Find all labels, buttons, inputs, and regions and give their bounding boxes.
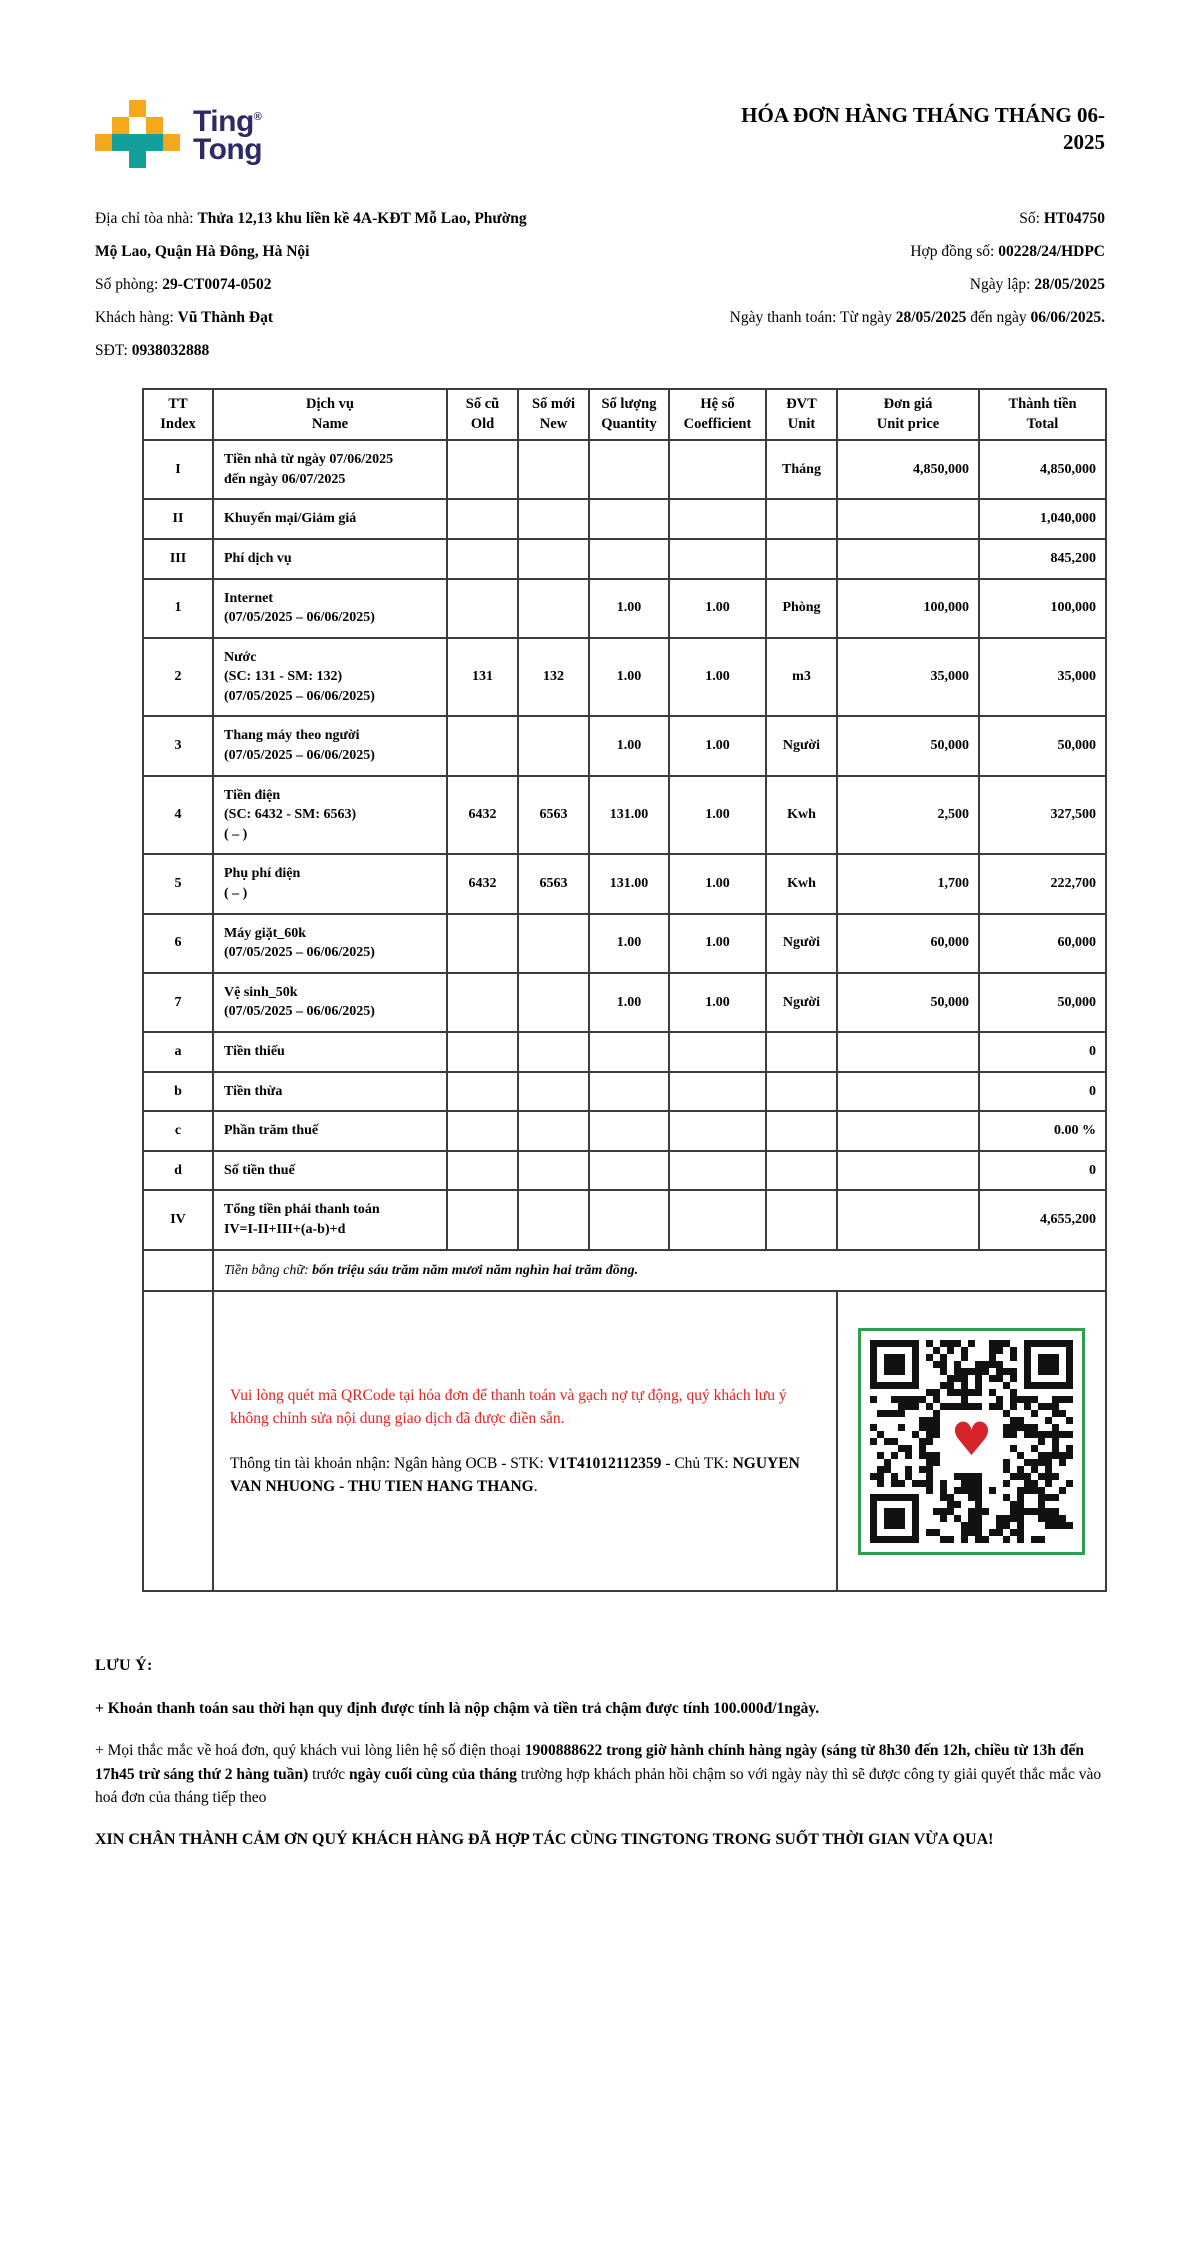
column-header-vi: Dịch vụ [306,396,354,412]
cell-unit-price [837,539,979,579]
cell-name [213,1111,447,1151]
cell-quantity: 131.00 [589,854,669,913]
cell-coefficient [669,499,766,539]
table-head [143,389,1106,440]
brand-wordmark [193,105,263,167]
cell-unit-price [837,1190,979,1249]
name-line: Thang máy theo người [224,728,360,744]
info-line-right [910,243,1105,261]
cell-total: 0.00 % [979,1111,1106,1151]
cell-total: 0 [979,1032,1106,1072]
cell-coefficient: 1.00 [669,914,766,973]
cell-old [447,1072,518,1112]
column-header-en: Total [1026,415,1059,432]
cell-old [447,1111,518,1151]
cell-total: 0 [979,1151,1106,1191]
cell-unit [766,1151,837,1191]
cell-unit-price: 50,000 [837,716,979,775]
cell-index [143,1291,213,1591]
name-line: đến ngày 06/07/2025 [224,471,346,487]
name-line: Internet [224,590,273,606]
notes-section [95,1654,1105,1852]
name-line: (07/05/2025 – 06/06/2025) [224,688,375,704]
cell-old: 131 [447,638,518,717]
column-header-en: Index [160,415,196,432]
column-header [518,389,589,440]
amount-in-words-cell [213,1250,1106,1292]
cell-coefficient [669,440,766,499]
cell-quantity [589,1190,669,1249]
cell-quantity: 1.00 [589,716,669,775]
cell-new [518,716,589,775]
cell-total: 50,000 [979,973,1106,1032]
amount-in-words-row [143,1250,1106,1292]
cell-unit-price: 2,500 [837,776,979,855]
cell-coefficient: 1.00 [669,579,766,638]
name-line: Tiền nhà từ ngày 07/06/2025 [224,452,394,468]
text-part: ngày cuối cùng của tháng [348,1765,517,1783]
cell-unit: Phòng [766,579,837,638]
table-row [143,776,1106,855]
info-line-right [1019,210,1105,228]
cell-coefficient: 1.00 [669,854,766,913]
cell-unit-price [837,1032,979,1072]
name-line: ( – ) [224,826,248,842]
name-line: IV=I-II+III+(a-b)+d [224,1221,346,1237]
cell-old [447,440,518,499]
logo-square [129,100,146,117]
text-part: + Mọi thắc mắc về hoá đơn, quý khách vui lòng liên hệ số điện thoại [95,1742,525,1760]
cell-total: 845,200 [979,539,1106,579]
cell-quantity: 1.00 [589,579,669,638]
payment-instructions-cell [213,1291,837,1591]
text-part: 0938032888 [131,342,210,359]
cell-name [213,1072,447,1112]
cell-unit: Kwh [766,854,837,913]
cell-unit-price: 100,000 [837,579,979,638]
vietqr-heart-icon: ♥ [950,1412,993,1467]
name-line: Phụ phí điện [224,866,301,882]
column-header [213,389,447,440]
column-header [766,389,837,440]
cell-quantity: 1.00 [589,638,669,717]
cell-total: 327,500 [979,776,1106,855]
tingtong-logo [95,100,262,170]
cell-total: 100,000 [979,579,1106,638]
qr-code-cell [837,1291,1106,1591]
cell-index: 3 [143,716,213,775]
cell-unit: Người [766,973,837,1032]
cell-new: 6563 [518,776,589,855]
logo-square [112,117,129,134]
info-line-left [95,309,273,327]
logo-square [163,134,180,151]
cell-unit: m3 [766,638,837,717]
cell-total: 35,000 [979,638,1106,717]
logo-stem [129,151,146,168]
invoice-title: HÓA ĐƠN HÀNG THÁNG THÁNG 06-2025 [741,103,1105,155]
cell-old [447,1190,518,1249]
cell-new [518,914,589,973]
column-header-en: Unit price [876,415,940,432]
column-header-vi: Hệ số [700,396,735,412]
column-header-vi: Số cũ [465,396,500,412]
cell-index: IV [143,1190,213,1249]
text-part: V1T41012112359 [547,1455,662,1473]
name-line: (07/05/2025 – 06/06/2025) [224,1004,375,1020]
cell-coefficient: 1.00 [669,638,766,717]
cell-unit-price: 4,850,000 [837,440,979,499]
cell-quantity: 1.00 [589,973,669,1032]
cell-quantity [589,1032,669,1072]
cell-unit-price [837,1072,979,1112]
info-line-left [95,243,309,261]
cell-new [518,440,589,499]
cell-coefficient [669,1111,766,1151]
info-line-right [730,309,1105,327]
column-header [979,389,1106,440]
cell-old [447,579,518,638]
name-line: Tiền thiếu [224,1044,285,1059]
info-line-left [95,276,272,294]
name-line: Tổng tiền phải thanh toán [224,1202,380,1218]
amount-words-label: Tiền bằng chữ: [224,1262,313,1278]
cell-unit-price: 50,000 [837,973,979,1032]
payment-row [143,1291,1106,1591]
cell-name [213,1032,447,1072]
cell-old [447,1032,518,1072]
cell-coefficient [669,539,766,579]
column-header-vi: Đơn giá [883,396,933,412]
services-table [142,388,1107,1592]
cell-unit-price [837,499,979,539]
name-line: Nước [224,649,257,665]
cell-total: 222,700 [979,854,1106,913]
cell-index: 6 [143,914,213,973]
table-row [143,716,1106,775]
cell-unit: Kwh [766,776,837,855]
cell-name [213,716,447,775]
info-row [95,276,1105,309]
table-row [143,499,1106,539]
cell-index: 7 [143,973,213,1032]
column-header-en: Coefficient [683,415,752,432]
cell-index: 5 [143,854,213,913]
column-header [837,389,979,440]
text-part: 28/05/2025 [895,309,967,326]
name-line: Máy giặt_60k [224,925,307,941]
note-contact [95,1739,1105,1809]
cell-quantity [589,440,669,499]
cell-unit [766,1190,837,1249]
cell-name [213,499,447,539]
cell-coefficient [669,1072,766,1112]
table-row [143,973,1106,1032]
cell-index: I [143,440,213,499]
text-part: Địa chỉ tòa nhà: [95,210,198,227]
name-line: Số tiền thuế [224,1162,295,1178]
cell-index [143,1250,213,1292]
cell-quantity [589,1151,669,1191]
cell-unit-price: 35,000 [837,638,979,717]
cell-name [213,579,447,638]
column-header [447,389,518,440]
name-line: Phần trăm thuế [224,1123,319,1139]
text-part: Số phòng: [95,276,163,293]
name-line: (SC: 131 - SM: 132) [224,669,343,685]
info-row [95,210,1105,243]
cell-new [518,1111,589,1151]
text-part: HT04750 [1043,210,1105,227]
registered-mark: ® [253,111,262,123]
cell-unit-price [837,1111,979,1151]
table-row [143,440,1106,499]
info-row [95,309,1105,342]
cell-index: II [143,499,213,539]
cell-old: 6432 [447,854,518,913]
cell-name [213,914,447,973]
text-part: 1900888622 trong giờ hành chính hàng ngày (sáng từ 8h30 đến 12h, chiều từ 13h đến 17h45 trừ sáng thứ 2 hàng tuần) [95,1742,1084,1783]
cell-name [213,440,447,499]
table-row [143,854,1106,913]
text-part: Khách hàng: [95,309,178,326]
cell-new [518,973,589,1032]
cell-name [213,1151,447,1191]
cell-old: 6432 [447,776,518,855]
text-part: 28/05/2025 [1034,276,1105,293]
text-part: - Chủ TK: [661,1455,733,1473]
name-line: Khuyến mại/Giảm giá [224,511,357,527]
cell-unit [766,1072,837,1112]
cell-index: a [143,1032,213,1072]
text-part: Thửa 12,13 khu liền kề 4A-KĐT Mỗ Lao, Phường [197,210,527,227]
cell-total: 60,000 [979,914,1106,973]
cell-new [518,1190,589,1249]
text-part: Mộ Lao, Quận Hà Đông, Hà Nội [95,243,310,260]
cell-new [518,1032,589,1072]
cell-index: 1 [143,579,213,638]
info-row [95,342,1105,375]
cell-coefficient [669,1032,766,1072]
text-part: Hợp đồng số: [910,243,999,260]
cell-old [447,539,518,579]
column-header-vi: Thành tiền [1008,396,1077,412]
cell-unit-price: 60,000 [837,914,979,973]
cell-old [447,973,518,1032]
column-header-en: Quantity [601,415,657,432]
cell-quantity [589,1072,669,1112]
tingtong-logo-icon [95,100,181,170]
table-row [143,579,1106,638]
cell-index: 4 [143,776,213,855]
cell-unit [766,539,837,579]
info-line-left [95,210,527,228]
cell-index: d [143,1151,213,1191]
column-header-en: New [539,415,568,432]
cell-new: 132 [518,638,589,717]
cell-old [447,1151,518,1191]
cell-old [447,716,518,775]
cell-name [213,973,447,1032]
table-row [143,1032,1106,1072]
text-part: . [533,1478,538,1496]
cell-name [213,638,447,717]
cell-index: b [143,1072,213,1112]
text-part: đến ngày [966,309,1031,326]
column-header [143,389,213,440]
cell-quantity: 131.00 [589,776,669,855]
spacer [230,1430,820,1452]
account-info [230,1452,820,1499]
text-part: trường hợp khách phản hồi chậm so với ngày này thì sẽ được công ty giải quyết thắc mắc vào hoá đơn của tháng tiếp theo [95,1765,1102,1806]
cell-unit: Tháng [766,440,837,499]
table-row [143,914,1106,973]
cell-index: 2 [143,638,213,717]
cell-unit-price [837,1151,979,1191]
cell-new [518,499,589,539]
cell-index: III [143,539,213,579]
text-part: Ngày thanh toán: Từ ngày [729,309,896,326]
cell-old [447,914,518,973]
logo-square [146,117,163,134]
column-header-en: Old [470,415,495,432]
cell-coefficient [669,1151,766,1191]
name-line: (07/05/2025 – 06/06/2025) [224,610,375,626]
cell-unit [766,1032,837,1072]
logo-bar [112,134,163,151]
cell-quantity [589,539,669,579]
column-header [589,389,669,440]
info-section [95,210,1105,375]
table-body [143,440,1106,1591]
text-part: Số: [1019,210,1044,227]
name-line: (SC: 6432 - SM: 6563) [224,807,357,823]
notes-heading: LƯU Ý: [95,1657,153,1675]
text-part: NGUYEN VAN NHUONG - THU TIEN HANG THANG [230,1455,800,1496]
name-line: ( – ) [224,886,248,902]
column-header-en: Name [311,415,349,432]
table-row [143,539,1106,579]
column-header-vi: Số lượng [601,396,657,412]
text-part: 29-CT0074-0502 [162,276,272,293]
qr-scan-note: Vui lòng quét mã QRCode tại hóa đơn để thanh toán và gạch nợ tự động, quý khách lưu ý không chỉnh sửa nội dung giao dịch đã được điền sẵn. [230,1386,787,1427]
cell-old [447,499,518,539]
cell-quantity [589,1111,669,1151]
table-row [143,1151,1106,1191]
info-row [95,243,1105,276]
column-header-vi: ĐVT [786,396,817,412]
column-header [669,389,766,440]
cell-total: 50,000 [979,716,1106,775]
cell-total: 0 [979,1072,1106,1112]
name-line: Phí dịch vụ [224,550,292,566]
cell-unit: Người [766,914,837,973]
name-line: (07/05/2025 – 06/06/2025) [224,748,375,764]
cell-coefficient: 1.00 [669,776,766,855]
info-line-left [95,342,209,360]
cell-unit [766,499,837,539]
cell-new [518,579,589,638]
cell-index: c [143,1111,213,1151]
cell-coefficient [669,1190,766,1249]
cell-name [213,776,447,855]
logo-square [95,134,112,151]
cell-unit [766,1111,837,1151]
cell-quantity: 1.00 [589,914,669,973]
cell-coefficient: 1.00 [669,716,766,775]
brand-line-2: Tong [193,133,263,167]
cell-new [518,1072,589,1112]
text-part: SĐT: [95,342,132,359]
cell-total: 4,655,200 [979,1190,1106,1249]
brand-line-1: Ting® [193,105,262,138]
note-late-fee: + Khoản thanh toán sau thời hạn quy định được tính là nộp chậm và tiền trả chậm được tính 100.000đ/1ngày. [95,1700,820,1718]
table-row [143,638,1106,717]
qr-code [858,1328,1085,1555]
text-part: Ngày lập: [969,276,1035,293]
table-row [143,1072,1106,1112]
cell-name [213,539,447,579]
cell-quantity [589,499,669,539]
cell-new [518,539,589,579]
info-line-right [970,276,1105,294]
text-part: Vũ Thành Đạt [177,309,273,326]
cell-name [213,1190,447,1249]
closing-thanks: XIN CHÂN THÀNH CẢM ƠN QUÝ KHÁCH HÀNG ĐÃ HỢP TÁC CÙNG TINGTONG TRONG SUỐT THỜI GIAN VỪA QUA! [95,1831,994,1849]
table-row [143,1111,1106,1151]
text-part: 06/06/2025. [1030,309,1105,326]
cell-total: 1,040,000 [979,499,1106,539]
table-row [143,1190,1106,1249]
text-part: Thông tin tài khoản nhận: Ngân hàng OCB - STK: [230,1455,548,1473]
cell-unit-price: 1,700 [837,854,979,913]
column-header-en: Unit [787,415,816,432]
header [95,100,1105,170]
column-header-vi: Số mới [531,396,576,412]
cell-new: 6563 [518,854,589,913]
column-header-vi: TT [168,396,188,412]
text-part: trước [308,1765,349,1783]
cell-new [518,1151,589,1191]
cell-coefficient: 1.00 [669,973,766,1032]
cell-unit: Người [766,716,837,775]
cell-name [213,854,447,913]
name-line: Tiền điện [224,787,281,803]
amount-words-value: bốn triệu sáu trăm năm mươi năm nghìn hai trăm đồng. [312,1262,639,1278]
name-line: Tiền thừa [224,1083,283,1099]
text-part: 00228/24/HDPC [998,243,1105,260]
name-line: Vệ sinh_50k [224,984,298,1000]
name-line: (07/05/2025 – 06/06/2025) [224,945,375,961]
table-header-row [143,389,1106,440]
cell-total: 4,850,000 [979,440,1106,499]
